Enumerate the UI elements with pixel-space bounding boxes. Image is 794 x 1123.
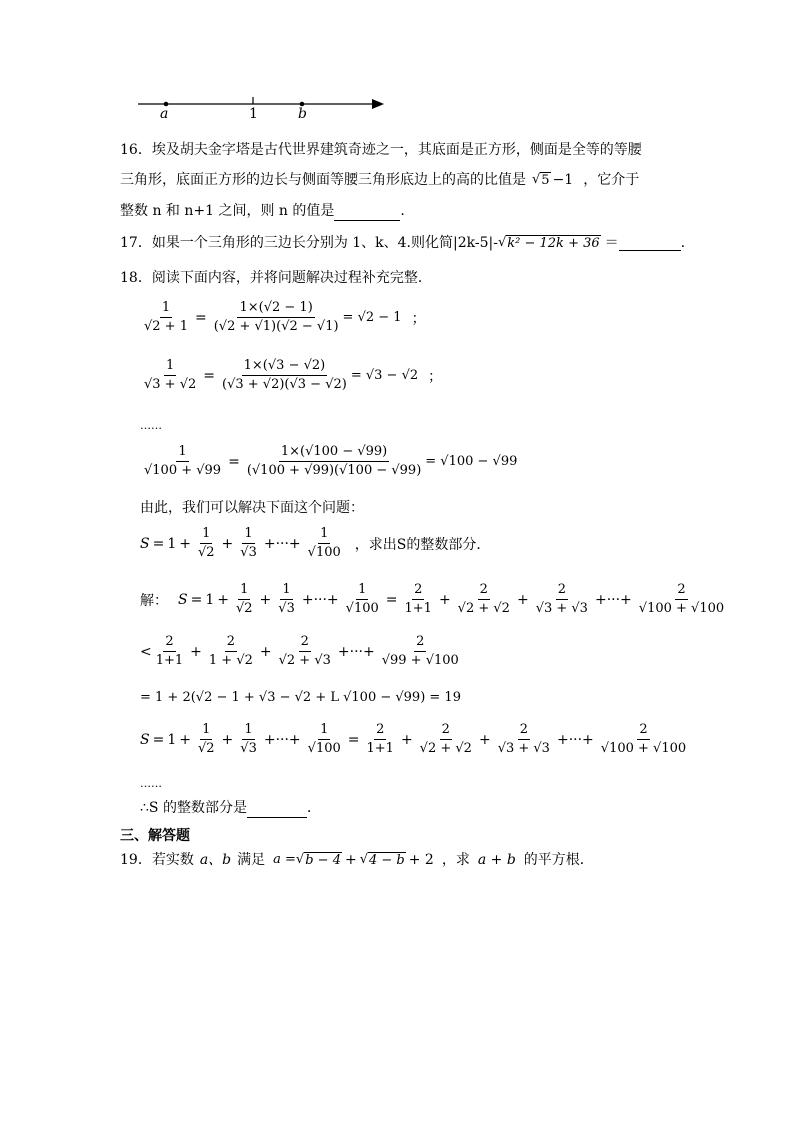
q18-example-1: $\frac{1}{√2 + 1}$ = $\frac{1\times(√2 - 1)}{(√2 + √1)(√2 - √1)}$ = √2 − 1 ； <box>144 300 426 334</box>
fraction: $\frac{2}{1+1}$ <box>366 722 394 756</box>
sqrt-4-minus-b: √ 4 − b <box>359 852 405 868</box>
answer-blank-18[interactable] <box>247 803 307 818</box>
fraction: $\frac{1}{√100}$ <box>307 526 341 560</box>
q16-minus-one: −1 <box>552 172 574 188</box>
fraction: $\frac{2}{√99 + √100}$ <box>381 634 459 668</box>
q18-intro: 18．阅读下面内容，并将问题解决过程补充完整． <box>120 270 432 286</box>
numberline-label-b: b <box>298 106 307 122</box>
fraction: $\frac{2}{√100 + √100}$ <box>638 582 725 616</box>
fraction: $\frac{1}{√100 + √99}$ <box>144 444 222 478</box>
q19-end: 的平方根． <box>523 852 594 868</box>
q19-pre: 19．若实数 <box>120 852 194 868</box>
q19-line <box>120 850 594 870</box>
fraction: $\frac{2}{√2 + √2}$ <box>457 582 510 616</box>
q19-post: ，求 <box>441 852 470 868</box>
q18-dots-2: …… <box>140 777 162 790</box>
plus-two: + 2 <box>408 852 434 868</box>
q18-dots-1: …… <box>140 419 162 432</box>
q17-eq: ＝ <box>604 235 619 251</box>
numberline-label-a: a <box>160 106 169 122</box>
fraction: $\frac{1}{√3}$ <box>240 526 257 560</box>
fraction: $\frac{1\times(√3 - √2)}{(√3 + √2)(√3 - √2)}$ <box>222 358 347 392</box>
separator: ； <box>411 310 426 327</box>
result: = √2 − 1 <box>342 310 402 325</box>
conclusion-end: ． <box>306 800 321 816</box>
q16-line2-pre: 三角形，底面正方形的边长与侧面等腰三角形底边上的高的比值是 <box>120 172 526 188</box>
q16-line1: 16．埃及胡夫金字塔是古代世界建筑奇迹之一，其底面是正方形，侧面是全等的等腰 <box>120 142 642 158</box>
conclusion-text: ∴S 的整数部分是 <box>140 800 247 816</box>
fraction: $\frac{2}{1+1}$ <box>404 582 432 616</box>
sqrt-k-expr: √ k² − 12k + 36 <box>497 235 600 251</box>
q19-a-eq: a = <box>273 852 296 867</box>
fraction: $\frac{1}{√2}$ <box>197 526 215 560</box>
q16-end: . <box>400 203 405 219</box>
result: = √100 − √99 <box>425 454 518 469</box>
q18-problem: S = 1 + $\frac{1}{√2}$ + $\frac{1}{√3}$ +···+ $\frac{1}{√100}$ ，求出S的整数部分． <box>140 526 491 560</box>
q17-line <box>120 233 685 253</box>
fraction: $\frac{2}{√3 + √3}$ <box>497 722 550 756</box>
result: = √3 − √2 <box>350 368 419 383</box>
q16-line2 <box>120 170 639 190</box>
fraction: $\frac{1}{√3}$ <box>278 582 295 616</box>
solution-label: 解： <box>140 592 168 609</box>
q16-line2-post: ，它介于 <box>583 172 640 188</box>
numberline-label-1: 1 <box>249 106 258 122</box>
sqrt-b-minus-4: √ b − 4 <box>295 852 341 868</box>
fraction: $\frac{1}{√100}$ <box>345 582 379 616</box>
fraction: $\frac{1}{√3}$ <box>240 722 257 756</box>
q17-end: . <box>680 235 686 251</box>
fraction: $\frac{2}{√3 + √3}$ <box>535 582 588 616</box>
fraction: $\frac{1\times(√100 - √99)}{(√100 + √99)(√100 - √99)}$ <box>246 444 422 478</box>
q18-solution-line3: = 1 + 2(√2 − 1 + √3 − √2 + L √100 − √99) = 19 <box>140 690 461 705</box>
number-line <box>130 88 390 128</box>
answer-blank-16[interactable] <box>334 206 400 221</box>
fraction: $\frac{2}{1+1}$ <box>155 634 184 668</box>
problem-tail: ，求出S的整数部分． <box>354 536 491 553</box>
q19-expr: a + b <box>477 852 516 868</box>
fraction: $\frac{2}{√100 + √100}$ <box>600 722 687 756</box>
q18-example-3: $\frac{1}{√100 + √99}$ = $\frac{1\times(√100 - √99)}{(√100 + √99)(√100 - √99)}$ = √100 − √99 <box>144 444 518 478</box>
section-heading: 三、解答题 <box>120 828 190 844</box>
separator: ； <box>428 368 443 385</box>
fraction: $\frac{2}{√2 + √3}$ <box>278 634 331 668</box>
q16-line3-text: 整数 n 和 n+1 之间，则 n 的值是 <box>120 203 335 219</box>
sqrt-5: √ 5 <box>532 172 550 188</box>
q18-conclusion <box>140 798 321 818</box>
q19-mid: 满足 <box>237 852 266 868</box>
fraction: $\frac{1}{√3 + √2}$ <box>144 358 197 392</box>
q18-example-2: $\frac{1}{√3 + √2}$ = $\frac{1\times(√3 - √2)}{(√3 + √2)(√3 - √2)}$ = √3 − √2 ； <box>144 358 443 392</box>
q18-solution-line2: < $\frac{2}{1+1}$ + $\frac{2}{1 + √2}$ + $\frac{2}{√2 + √3}$ +···+ $\frac{2}{√99 + √100}$ <box>140 634 459 668</box>
fraction: $\frac{1}{√2 + 1}$ <box>144 300 188 334</box>
q18-solution-line4: S = 1 + $\frac{1}{√2}$ + $\frac{1}{√3}$ +···+ $\frac{1}{√100}$ = $\frac{2}{1+1}$ + $\frac{2}{√2 + √2}$ + $\frac{2}{√3 + √3}$ +···+ $\frac{2}{√100 + √100}$ <box>140 722 687 756</box>
q18-transition: 由此，我们可以解决下面这个问题： <box>140 500 364 516</box>
fraction: $\frac{2}{1 + √2}$ <box>208 634 253 668</box>
answer-blank-17[interactable] <box>619 236 681 251</box>
fraction: $\frac{1}{√2}$ <box>197 722 215 756</box>
fraction: $\frac{2}{√2 + √2}$ <box>419 722 472 756</box>
fraction: $\frac{1}{√100}$ <box>307 722 341 756</box>
q19-vars: a、b <box>199 852 232 868</box>
plus: + <box>344 852 357 868</box>
fraction: $\frac{1\times(√2 - 1)}{(√2 + √1)(√2 - √1)}$ <box>213 300 339 334</box>
fraction: $\frac{1}{√2}$ <box>235 582 253 616</box>
q18-solution-line1: 解： S = 1 + $\frac{1}{√2}$ + $\frac{1}{√3}$ +···+ $\frac{1}{√100}$ = $\frac{2}{1+1}$ + $\frac{2}{√2 + √2}$ + $\frac{2}{√3 + √3}$ +···+ $\frac{2}{√100 + √100}$ <box>140 582 725 616</box>
q16-line3 <box>120 201 405 221</box>
q17-text: 17．如果一个三角形的三边长分别为 1、k、4.则化简|2k-5|- <box>120 235 498 251</box>
